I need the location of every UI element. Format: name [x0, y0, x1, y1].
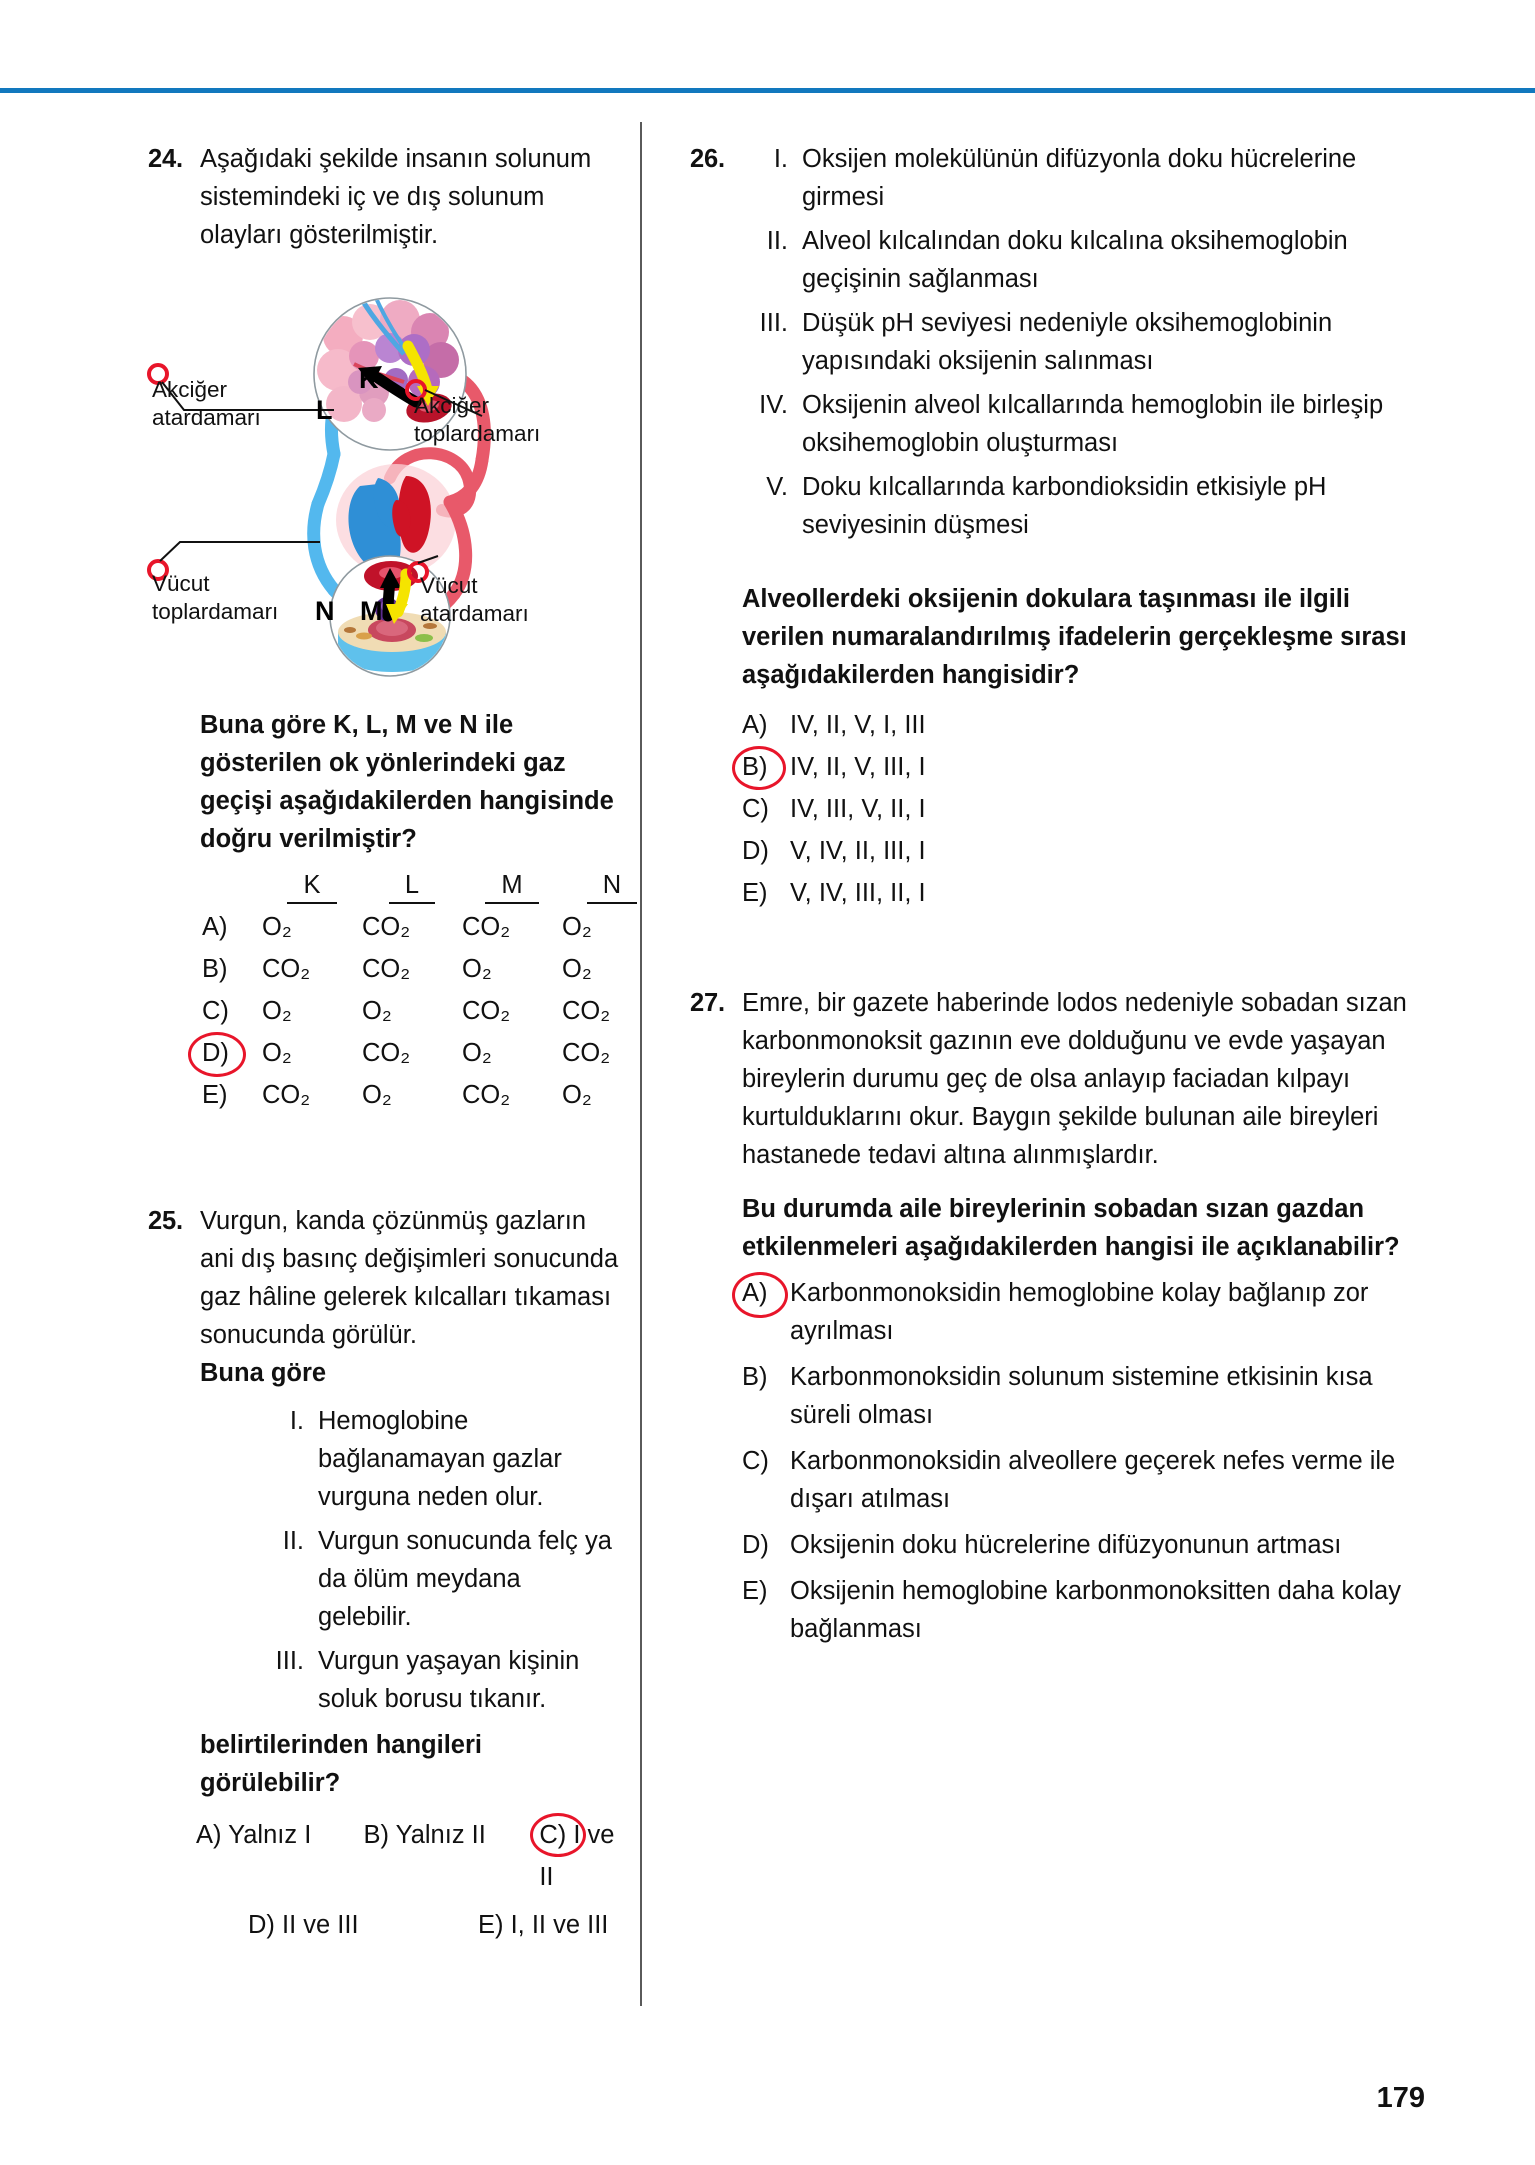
page-number: 179	[1376, 2082, 1425, 2114]
option-text-d: V, IV, II, III, I	[790, 837, 926, 865]
option-letter-b[interactable]: B)	[202, 955, 228, 983]
option-letter-a: A)	[742, 711, 768, 739]
list-item	[742, 468, 1412, 544]
arrow-label-l: L	[316, 395, 333, 425]
table-row[interactable]	[196, 990, 620, 1032]
cell-e-n: O₂	[562, 1081, 592, 1109]
list-item	[258, 1642, 620, 1718]
question-27-prompt: Bu durumda aile bireylerinin sobadan sızan gazdan etkilenmeleri aşağıdakilerden hangisi ile açıklanabilir?	[742, 1195, 1400, 1261]
option-letter-d: D)	[742, 1531, 769, 1559]
cell-c-l: O₂	[362, 997, 392, 1025]
option-letter-c: C)	[539, 1821, 567, 1849]
option-text-b: Yalnız II	[395, 1821, 486, 1849]
option-a[interactable]	[196, 1814, 363, 1898]
table-row[interactable]	[196, 1074, 620, 1116]
option-letter-c[interactable]: C)	[202, 997, 229, 1025]
option-text-a: Karbonmonoksidin hemoglobine kolay bağlanıp zor ayrılması	[790, 1279, 1369, 1345]
question-26	[690, 140, 1412, 914]
option-text-a: IV, II, V, I, III	[790, 711, 926, 739]
question-24-body	[200, 140, 620, 254]
option-text-a: Yalnız I	[228, 1821, 312, 1849]
item-marker-iii: III.	[759, 309, 788, 337]
option-letter-a[interactable]: A)	[202, 913, 228, 941]
option-e[interactable]	[742, 872, 1412, 914]
question-26-body	[742, 140, 1412, 914]
cell-d-k: O₂	[262, 1039, 292, 1067]
question-24-prompt: Buna göre K, L, M ve N ile gösterilen ok yönlerindeki gaz geçişi aşağıdakilerden hangisinde doğru verilmiştir?	[200, 711, 614, 853]
option-c[interactable]	[742, 1442, 1412, 1518]
option-letter-c: C)	[742, 1447, 769, 1475]
option-text-e: I, II ve III	[510, 1911, 609, 1939]
cell-a-n: O₂	[562, 913, 592, 941]
cell-a-m: CO₂	[462, 913, 511, 941]
question-27-body	[742, 984, 1412, 1648]
item-text-ii: Vurgun sonucunda felç ya da ölüm meydana gelebilir.	[318, 1527, 612, 1631]
cell-e-k: CO₂	[262, 1081, 311, 1109]
question-25-options-row-1	[148, 1814, 620, 1898]
item-text-v: Doku kılcallarında karbondioksidin etkisiyle pH seviyesinin düşmesi	[802, 473, 1327, 539]
option-letter-d: D)	[742, 837, 769, 865]
item-marker-i: I.	[773, 145, 788, 173]
two-column-layout	[0, 140, 1535, 2020]
option-c[interactable]	[742, 788, 1412, 830]
question-25-stem: Vurgun, kanda çözünmüş gazların ani dış basınç değişimleri sonucunda gaz hâline gelerek kılcalları tıkaması sonucunda görülür.	[200, 1207, 619, 1349]
option-text-c: Karbonmonoksidin alveollere geçerek nefes verme ile dışarı atılması	[790, 1447, 1396, 1513]
option-text-d: Oksijenin doku hücrelerine difüzyonunun artması	[790, 1531, 1342, 1559]
question-27-stem: Emre, bir gazete haberinde lodos nedeniyle sobadan sızan karbonmonoksit gazının eve dolduğunu ve evde yaşayan bireylerin durumu geç de olsa anlayıp faciadan kılpayı kurtulduklarını okur. Baygın şekilde bulunan aile bireyleri hastanede tedavi altına alınmışlardır.	[742, 989, 1407, 1169]
question-24-stem: Aşağıdaki şekilde insanın solunum sistemindeki iç ve dış solunum olayları gösterilmiştir.	[200, 145, 592, 249]
question-27-options	[742, 1274, 1412, 1648]
cell-c-n: CO₂	[562, 997, 611, 1025]
item-marker-ii: II.	[766, 227, 788, 255]
item-text-i: Hemoglobine bağlanamayan gazlar vurguna neden olur.	[318, 1407, 562, 1511]
cell-d-n: CO₂	[562, 1039, 611, 1067]
list-item	[258, 1522, 620, 1636]
option-d[interactable]	[742, 1526, 1412, 1564]
option-letter-b: B)	[742, 1363, 768, 1391]
option-a[interactable]	[742, 704, 1412, 746]
question-26-items	[742, 140, 1412, 544]
label-pulmonary-vein: Akciğer toplardamarı	[414, 393, 541, 446]
list-item	[742, 386, 1412, 462]
cell-a-l: CO₂	[362, 913, 411, 941]
cell-c-k: O₂	[262, 997, 292, 1025]
table-row[interactable]	[196, 1032, 620, 1074]
arrow-label-m: M	[360, 596, 383, 626]
item-text-ii: Alveol kılcalından doku kılcalına oksihemoglobin geçişinin sağlanması	[802, 227, 1348, 293]
list-item	[742, 140, 1412, 216]
list-item	[742, 304, 1412, 380]
option-d[interactable]	[742, 830, 1412, 872]
table-header-row	[196, 864, 620, 906]
option-a[interactable]	[742, 1274, 1412, 1350]
table-row[interactable]	[196, 948, 620, 990]
cell-b-m: O₂	[462, 955, 492, 983]
right-column	[642, 140, 1522, 2020]
item-text-iii: Düşük pH seviyesi nedeniyle oksihemoglobinin yapısındaki oksijenin salınması	[802, 309, 1333, 375]
question-26-options	[742, 704, 1412, 914]
option-letter-b: B)	[742, 746, 790, 788]
option-text-c: I ve II	[539, 1821, 615, 1891]
question-25-number: 25.	[148, 1207, 183, 1235]
question-25-items	[148, 1402, 620, 1718]
option-letter-e: E)	[742, 1577, 768, 1605]
table-header-n: N	[562, 864, 662, 906]
item-text-i: Oksijen molekülünün difüzyonla doku hücrelerine girmesi	[802, 145, 1357, 211]
question-27	[690, 984, 1412, 1648]
option-letter-d[interactable]: D)	[196, 1032, 262, 1074]
option-letter-d: D)	[248, 1911, 275, 1939]
question-27-number: 27.	[690, 989, 725, 1017]
question-24-number: 24.	[148, 145, 183, 173]
item-marker-ii: II.	[282, 1527, 304, 1555]
option-letter-e: E)	[742, 879, 768, 907]
option-b[interactable]	[363, 1814, 539, 1898]
question-24	[148, 140, 620, 254]
option-letter-e[interactable]: E)	[202, 1081, 228, 1109]
question-26-prompt: Alveollerdeki oksijenin dokulara taşınması ile ilgili verilen numaralandırılmış ifadelerin gerçekleşme sırası aşağıdakilerden hangisidir?	[742, 585, 1407, 689]
left-column	[0, 140, 640, 2020]
cell-a-k: O₂	[262, 913, 292, 941]
option-b[interactable]	[742, 746, 1412, 788]
item-marker-i: I.	[289, 1407, 304, 1435]
option-d[interactable]	[248, 1904, 478, 1946]
item-text-iii: Vurgun yaşayan kişinin soluk borusu tıkanır.	[318, 1647, 580, 1713]
question-25-body	[200, 1202, 620, 1392]
question-25-prompt: belirtilerinden hangileri görülebilir?	[200, 1731, 482, 1797]
table-row[interactable]	[196, 906, 620, 948]
option-b[interactable]	[742, 1358, 1412, 1434]
table-header-k: K	[262, 864, 362, 906]
arrow-label-n: N	[315, 596, 335, 626]
cell-d-l: CO₂	[362, 1039, 411, 1067]
question-25-lead: Buna göre	[200, 1359, 327, 1387]
circulation-diagram	[138, 264, 638, 684]
option-e[interactable]	[478, 1904, 608, 1946]
cell-b-k: CO₂	[262, 955, 311, 983]
cell-b-l: CO₂	[362, 955, 411, 983]
cell-e-l: O₂	[362, 1081, 392, 1109]
option-letter-b: B)	[363, 1821, 389, 1849]
question-24-table	[148, 864, 620, 1116]
label-body-artery: Vücut atardamarı	[420, 573, 529, 626]
option-letter-a: A)	[742, 1274, 790, 1312]
option-text-d: II ve III	[282, 1911, 359, 1939]
table-header-l: L	[362, 864, 462, 906]
option-text-b: Karbonmonoksidin solunum sistemine etkisinin kısa süreli olması	[790, 1363, 1373, 1429]
item-text-iv: Oksijenin alveol kılcallarında hemoglobin ile birleşip oksihemoglobin oluşturması	[802, 391, 1384, 457]
item-marker-iv: IV.	[759, 391, 788, 419]
list-item	[258, 1402, 620, 1516]
arrow-label-k: K	[359, 364, 379, 394]
question-25-options-row-2	[148, 1904, 620, 1946]
option-c[interactable]	[539, 1814, 620, 1898]
item-marker-iii: III.	[275, 1647, 304, 1675]
cell-e-m: CO₂	[462, 1081, 511, 1109]
label-pulmonary-artery: Akciğer atardamarı	[152, 377, 261, 430]
question-25	[148, 1202, 620, 1392]
cell-d-m: O₂	[462, 1039, 492, 1067]
header-rule	[0, 88, 1535, 93]
label-body-vein: Vücut toplardamarı	[152, 571, 279, 624]
question-26-number: 26.	[690, 145, 725, 173]
option-text-e: V, IV, III, II, I	[790, 879, 926, 907]
option-letter-a: A)	[196, 1821, 222, 1849]
option-letter-e: E)	[478, 1911, 504, 1939]
option-text-e: Oksijenin hemoglobine karbonmonoksitten daha kolay bağlanması	[790, 1577, 1401, 1643]
option-text-b: IV, II, V, III, I	[790, 753, 926, 781]
cell-b-n: O₂	[562, 955, 592, 983]
table-header-m: M	[462, 864, 562, 906]
option-text-c: IV, III, V, II, I	[790, 795, 926, 823]
list-item	[742, 222, 1412, 298]
option-e[interactable]	[742, 1572, 1412, 1648]
item-marker-v: V.	[766, 473, 788, 501]
cell-c-m: CO₂	[462, 997, 511, 1025]
option-letter-c: C)	[742, 795, 769, 823]
